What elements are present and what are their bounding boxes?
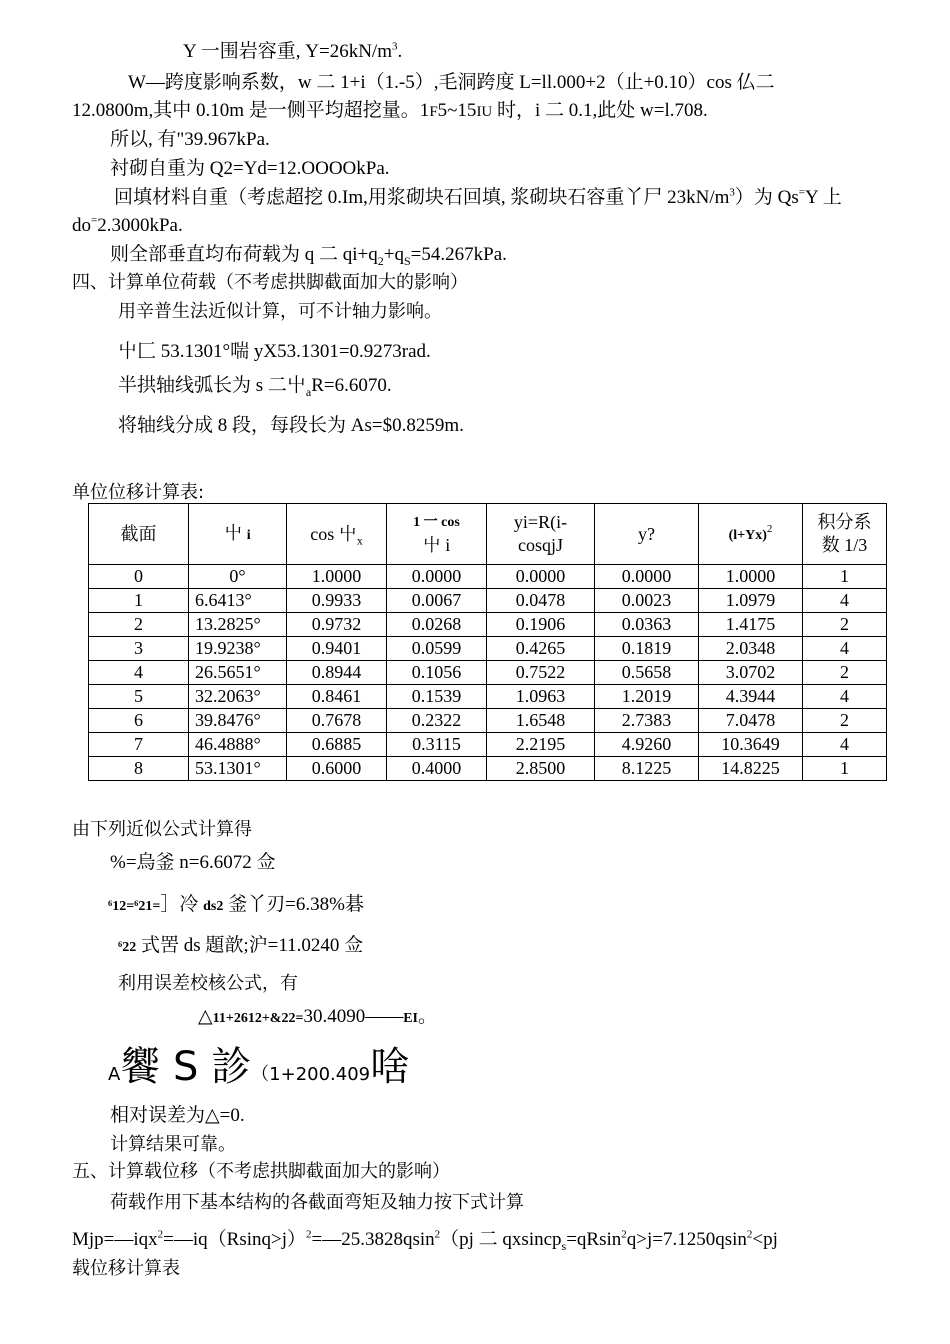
cell-section: 4 <box>89 661 189 685</box>
cell-y-squared: 8.1225 <box>595 757 699 781</box>
cell-y-squared: 0.5658 <box>595 661 699 685</box>
text-line-relative-error: 相对误差为△=0. <box>110 1105 245 1126</box>
cell-y-squared: 1.2019 <box>595 685 699 709</box>
text-line-result-q1: 所以, 有"39.967kPa. <box>110 129 270 150</box>
text-line-approx-formula: 由下列近似公式计算得 <box>72 819 252 840</box>
cell-phi: 46.4888° <box>189 733 287 757</box>
cell-cos: 1.0000 <box>287 565 387 589</box>
text-line-rock-unit-weight: Y 一围岩容重, $Y=26kN/m^3$. <box>183 40 403 62</box>
table-row <box>89 709 887 733</box>
cell-one-plus-yx-squared: 1.0000 <box>699 565 803 589</box>
cell-section: 7 <box>89 733 189 757</box>
cell-yi: 2.8500 <box>487 757 595 781</box>
text-line-total-load: 则全部垂直均布荷载为 q 二 $qi+q_2+q_S=54.267kPa$. <box>110 244 507 268</box>
table-row <box>89 637 887 661</box>
table-row <box>89 613 887 637</box>
cell-one-minus-cos: 0.4000 <box>387 757 487 781</box>
unit-displacement-table <box>88 503 887 781</box>
formula-delta-22: ⁶22 式罟 ds 題歆;沪=11.0240 佥 <box>118 935 364 956</box>
cell-one-plus-yx-squared: 10.3649 <box>699 733 803 757</box>
cell-y-squared: 0.1819 <box>595 637 699 661</box>
cell-phi: 32.2063° <box>189 685 287 709</box>
cell-phi: 19.9238° <box>189 637 287 661</box>
header-phi: 屮 i <box>189 504 287 565</box>
table-row <box>89 589 887 613</box>
cell-one-minus-cos: 0.0067 <box>387 589 487 613</box>
cell-simpson: 1 <box>803 565 887 589</box>
cell-y-squared: 0.0000 <box>595 565 699 589</box>
cell-phi: 26.5651° <box>189 661 287 685</box>
cell-section: 0 <box>89 565 189 589</box>
cell-one-minus-cos: 0.0000 <box>387 565 487 589</box>
header-section: 截面 <box>89 504 189 565</box>
text-line-backfill-weight: 回填材料自重（考虑超挖 0.Im,用浆砌块石回填, 浆砌块石容重丫尸 $23kN/m^3$）为 Qs=Y 上 <box>114 186 842 208</box>
cell-cos: 0.8461 <box>287 685 387 709</box>
cell-cos: 0.8944 <box>287 661 387 685</box>
cell-yi: 1.6548 <box>487 709 595 733</box>
text-line-moment-axial: 荷载作用下基本结构的各截面弯矩及轴力按下式计算 <box>110 1192 524 1213</box>
text-line-segments: 将轴线分成 8 段，每段长为 As=$0.8259m. <box>118 415 464 436</box>
cell-one-plus-yx-squared: 14.8225 <box>699 757 803 781</box>
cell-simpson: 4 <box>803 589 887 613</box>
cell-simpson: 2 <box>803 661 887 685</box>
header-cos-phi: cos 屮$_x$ <box>287 504 387 565</box>
text-line-arc-length: 半拱轴线弧长为 s 二屮$_a$R=6.6070. <box>118 375 392 399</box>
cell-one-minus-cos: 0.0268 <box>387 613 487 637</box>
cell-one-minus-cos: 0.1539 <box>387 685 487 709</box>
cell-y-squared: 0.0023 <box>595 589 699 613</box>
formula-moment: Mjp=—iqx$^2$=—iq（Rsinq>j）$^2$=—25.3828qsin$^2$（pj 二 qxsincp$_s$=qRsin$^2$q>j=7.1250qsin$^2$<pj <box>72 1228 778 1253</box>
cell-cos: 0.9933 <box>287 589 387 613</box>
cell-phi: 6.6413° <box>189 589 287 613</box>
text-line-overexcavation: 12.0800m,其中 0.10m 是一侧平均超挖量。1F5~15IU 时，i 二 0.1,此处 w=l.708. <box>72 100 708 121</box>
cell-cos: 0.7678 <box>287 709 387 733</box>
header-yi: yi=R(i- cosqjJ <box>487 504 595 565</box>
cell-one-plus-yx-squared: 1.4175 <box>699 613 803 637</box>
cell-one-plus-yx-squared: 4.3944 <box>699 685 803 709</box>
cell-yi: 2.2195 <box>487 733 595 757</box>
table-caption: 单位位移计算表: <box>72 482 205 503</box>
text-line-simpson-method: 用辛普生法近似计算，可不计轴力影响。 <box>118 301 442 322</box>
formula-delta-12: ⁶12=⁶21=］冷 ds2 釜丫刃=6.38%碁 <box>108 894 364 915</box>
cell-y-squared: 0.0363 <box>595 613 699 637</box>
text-line-result-reliable: 计算结果可靠。 <box>110 1134 236 1155</box>
cell-one-plus-yx-squared: 1.0979 <box>699 589 803 613</box>
cell-simpson: 4 <box>803 685 887 709</box>
header-y-squared: y? <box>595 504 699 565</box>
cell-phi: 39.8476° <box>189 709 287 733</box>
cell-section: 8 <box>89 757 189 781</box>
cell-section: 5 <box>89 685 189 709</box>
cell-y-squared: 2.7383 <box>595 709 699 733</box>
cell-section: 6 <box>89 709 189 733</box>
text-line-backfill-result: do=2.3000kPa. <box>72 214 183 236</box>
cell-one-minus-cos: 0.1056 <box>387 661 487 685</box>
cell-phi: 13.2825° <box>189 613 287 637</box>
cell-cos: 0.9732 <box>287 613 387 637</box>
section-heading-4: 四、计算单位荷载（不考虑拱脚截面加大的影响） <box>72 272 468 293</box>
header-simpson-coefficient: 积分系 数 1/3 <box>803 504 887 565</box>
cell-yi: 0.0000 <box>487 565 595 589</box>
cell-simpson: 2 <box>803 709 887 733</box>
table-header-row <box>89 504 887 565</box>
cell-simpson: 4 <box>803 637 887 661</box>
cell-one-minus-cos: 0.0599 <box>387 637 487 661</box>
table-row <box>89 565 887 589</box>
cell-yi: 0.1906 <box>487 613 595 637</box>
table-row <box>89 685 887 709</box>
text-line-lining-weight: 衬砌自重为 Q2=Yd=12.OOOOkPa. <box>110 158 390 179</box>
cell-section: 2 <box>89 613 189 637</box>
text-line-angle: 屮匚 53.1301°喘 yX53.1301=0.9273rad. <box>118 341 431 362</box>
cell-simpson: 4 <box>803 733 887 757</box>
formula-error-check: △11+2612+&22=30.4090——EI。 <box>198 1006 438 1027</box>
cell-one-plus-yx-squared: 7.0478 <box>699 709 803 733</box>
cell-section: 1 <box>89 589 189 613</box>
cell-yi: 0.7522 <box>487 661 595 685</box>
table-row <box>89 733 887 757</box>
formula-delta-11: %=烏釜 n=6.6072 佥 <box>110 852 276 873</box>
cell-yi: 1.0963 <box>487 685 595 709</box>
header-one-plus-yx-squared: $(l+Yx)^2$ <box>699 504 803 565</box>
text-line-load-displacement-table: 载位移计算表 <box>72 1258 180 1279</box>
table-row <box>89 757 887 781</box>
cell-simpson: 1 <box>803 757 887 781</box>
cell-simpson: 2 <box>803 613 887 637</box>
cell-one-minus-cos: 0.2322 <box>387 709 487 733</box>
cell-one-plus-yx-squared: 3.0702 <box>699 661 803 685</box>
cell-one-plus-yx-squared: 2.0348 <box>699 637 803 661</box>
cell-section: 3 <box>89 637 189 661</box>
cell-yi: 0.0478 <box>487 589 595 613</box>
table-row <box>89 661 887 685</box>
text-line-error-check: 利用误差校核公式，有 <box>118 973 298 994</box>
header-one-minus-cos: 1 一 cos 屮 i <box>387 504 487 565</box>
cell-one-minus-cos: 0.3115 <box>387 733 487 757</box>
text-line-span-factor: W—跨度影响系数，w 二 1+i（1.-5）,毛洞跨度 L=ll.000+2（止+0.10）cos 仏二 <box>128 72 775 93</box>
formula-garbled-large: A饗 S 診（1+200.409啥 <box>108 1044 411 1090</box>
cell-yi: 0.4265 <box>487 637 595 661</box>
cell-cos: 0.6000 <box>287 757 387 781</box>
cell-phi: 0° <box>189 565 287 589</box>
cell-y-squared: 4.9260 <box>595 733 699 757</box>
section-heading-5: 五、计算载位移（不考虑拱脚截面加大的影响） <box>72 1161 450 1182</box>
cell-cos: 0.9401 <box>287 637 387 661</box>
cell-cos: 0.6885 <box>287 733 387 757</box>
cell-phi: 53.1301° <box>189 757 287 781</box>
